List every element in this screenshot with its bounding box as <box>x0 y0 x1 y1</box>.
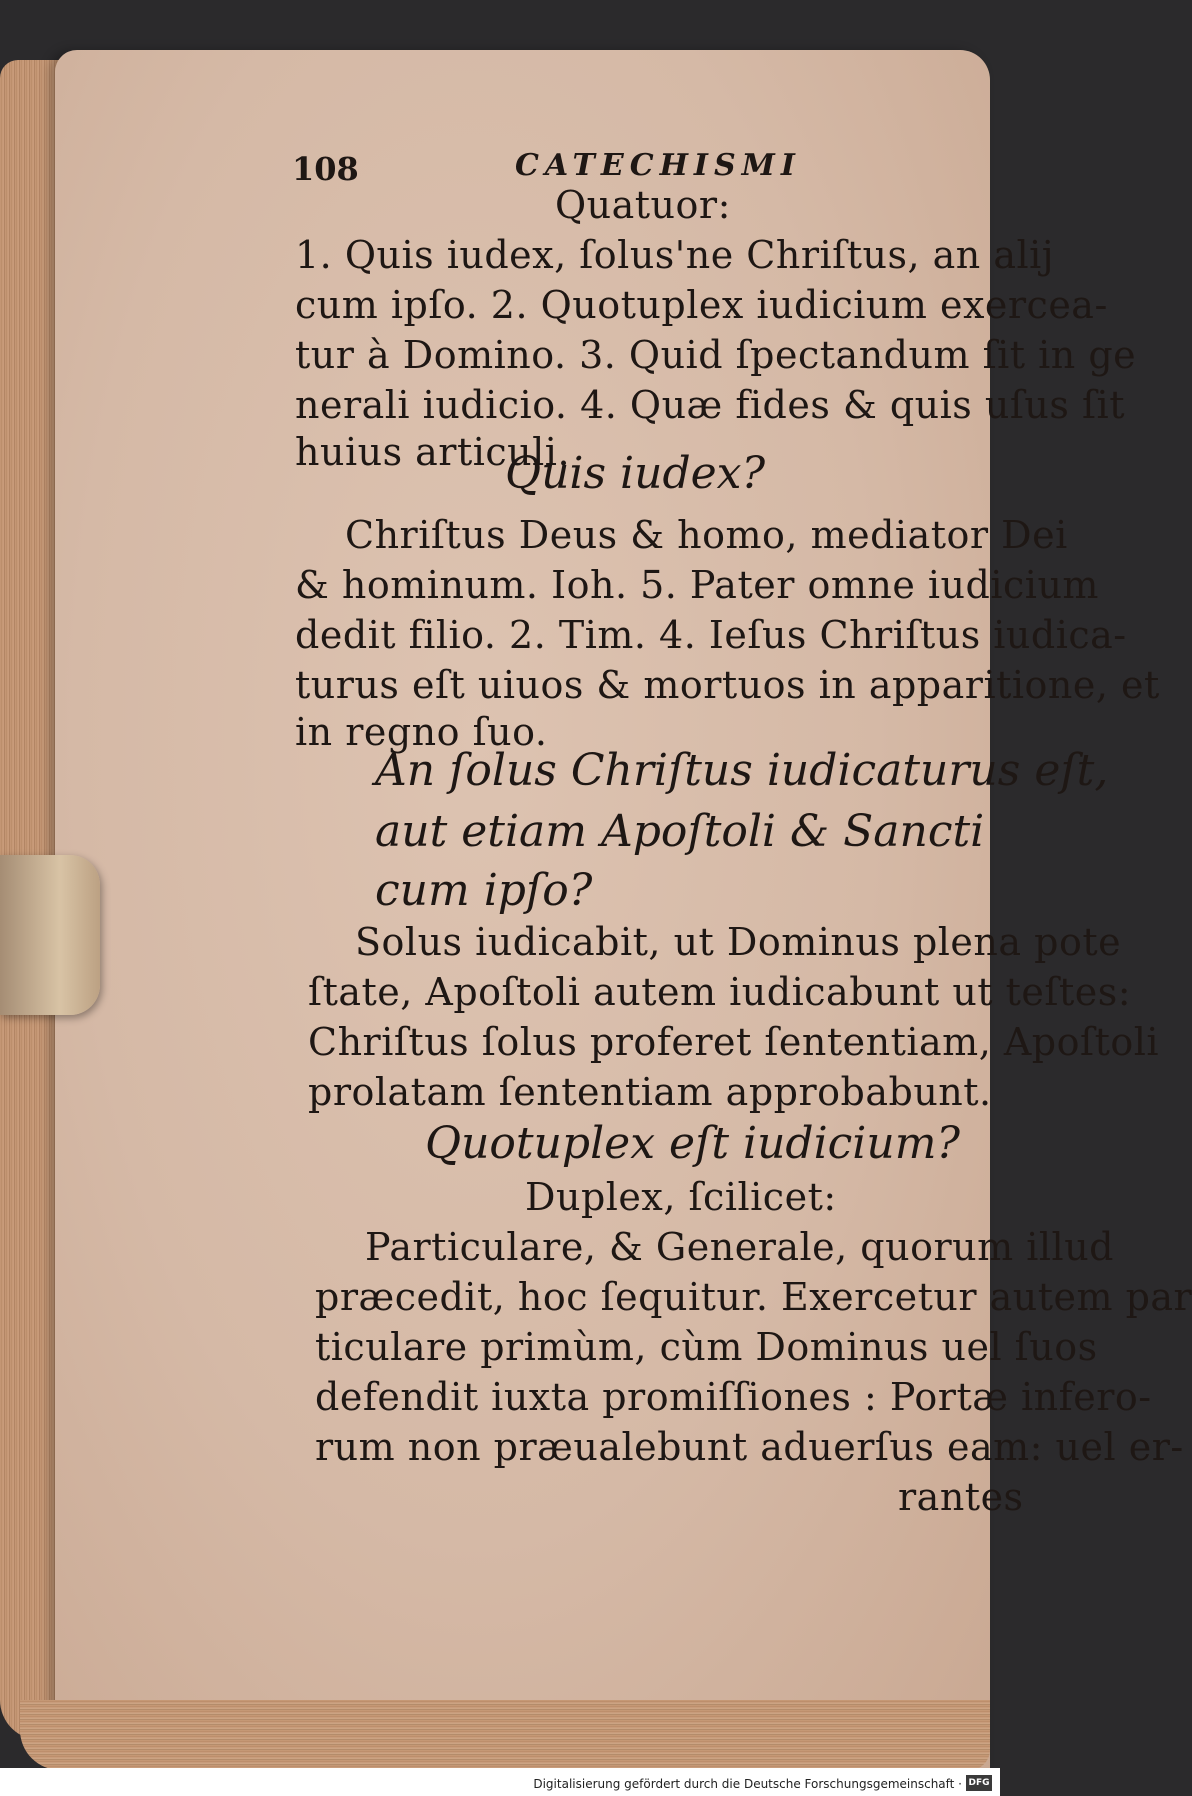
answer-heading: Duplex, ſcilicet: <box>525 1175 837 1219</box>
text-line: ſtate, Apoſtoli autem iudicabunt ut teſtes: <box>308 970 1132 1014</box>
text-line: in regno ſuo. <box>295 710 548 754</box>
dfg-logo: DFG <box>966 1775 992 1791</box>
running-title: CATECHISMI <box>515 148 801 183</box>
text-line: Chriſtus Deus & homo, mediator Dei <box>345 513 1068 557</box>
text-line: nerali iudicio. 4. Quæ fides & quis uſus ſit <box>295 383 1125 427</box>
text-line: & hominum. Ioh. 5. Pater omne iudicium <box>295 563 1099 607</box>
funding-credit: Digitalisierung gefördert durch die Deutsche Forschungsgemeinschaft · <box>533 1777 962 1791</box>
page-bottom-edge <box>20 1700 990 1770</box>
text-line: Chriſtus ſolus proferet ſententiam, Apoſtoli <box>308 1020 1160 1064</box>
text-line: prolatam ſententiam approbabunt. <box>308 1070 992 1114</box>
text-line: Particulare, & Generale, quorum illud <box>365 1225 1114 1269</box>
text-line: 1. Quis iudex, ſolus'ne Chriſtus, an alij <box>295 233 1055 277</box>
bookmark-tab <box>0 855 100 1015</box>
page-number: 108 <box>292 150 359 188</box>
text-line: tur à Domino. 3. Quid ſpectandum ſit in ge <box>295 333 1137 377</box>
text-line: cum ipſo. 2. Quotuplex iudicium exercea- <box>295 283 1108 327</box>
section-heading: Quatuor: <box>555 183 731 227</box>
text-line: Solus iudicabit, ut Dominus plena pote <box>355 920 1122 964</box>
text-line: defendit iuxta promiſſiones : Portæ infero- <box>315 1375 1152 1419</box>
question-heading: aut etiam Apoſtoli & Sancti <box>375 806 985 857</box>
text-line: præcedit, hoc ſequitur. Exercetur autem par <box>315 1275 1192 1319</box>
text-line: rum non præualebunt aduerſus eam: uel er- <box>315 1425 1184 1469</box>
text-line: ticulare primùm, cùm Dominus uel ſuos <box>315 1325 1098 1369</box>
question-heading: Quotuplex eſt iudicium? <box>425 1118 961 1169</box>
question-heading: cum ipſo? <box>375 865 593 916</box>
question-heading: Quis iudex? <box>505 448 766 499</box>
question-heading: An ſolus Chriſtus iudicaturus eſt, <box>375 745 1109 796</box>
text-line: huius articuli. <box>295 430 571 474</box>
text-line: turus eſt uiuos & mortuos in apparitione, et <box>295 663 1160 707</box>
catchword: rantes <box>898 1475 1024 1519</box>
footer-bar <box>0 1768 1000 1796</box>
text-line: dedit filio. 2. Tim. 4. Ieſus Chriſtus iudica- <box>295 613 1127 657</box>
